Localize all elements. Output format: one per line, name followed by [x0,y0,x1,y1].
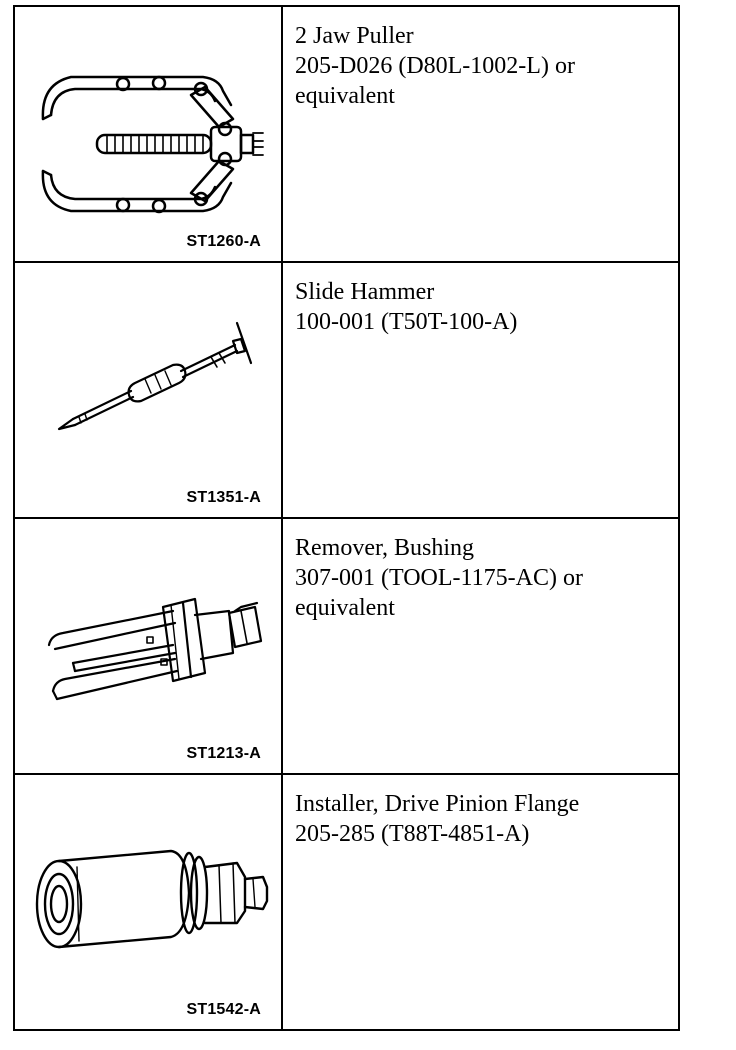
tool-name: Remover, Bushing [295,535,475,561]
two-jaw-puller-icon [23,29,273,219]
bushing-remover-icon [23,541,273,731]
tool-code: ST1542-A [186,1001,261,1018]
tool-part-number: 205-D026 (D80L-1002-L) or [295,53,575,79]
pinion-flange-installer-icon [23,797,273,987]
description-cell [283,519,678,773]
description-cell [283,775,678,1029]
tool-name: 2 Jaw Puller [295,23,414,49]
description-cell [283,7,678,261]
table-row [15,775,678,1029]
description-cell [283,263,678,517]
tool-note: equivalent [295,595,395,621]
tool-code: ST1213-A [186,745,261,762]
special-tools-table [13,5,680,1031]
table-row [15,519,678,775]
slide-hammer-icon [23,285,273,475]
table-row [15,263,678,519]
tool-part-number: 100-001 (T50T-100-A) [295,309,518,335]
tool-name: Slide Hammer [295,279,435,305]
tool-code: ST1351-A [186,489,261,506]
illustration-cell [15,775,283,1029]
tool-part-number: 307-001 (TOOL-1175-AC) or [295,565,583,591]
illustration-cell [15,7,283,261]
tool-note: equivalent [295,83,395,109]
tool-name: Installer, Drive Pinion Flange [295,791,580,817]
tool-code: ST1260-A [186,233,261,250]
tool-part-number: 205-285 (T88T-4851-A) [295,821,530,847]
illustration-cell [15,263,283,517]
illustration-cell [15,519,283,773]
table-row [15,7,678,263]
